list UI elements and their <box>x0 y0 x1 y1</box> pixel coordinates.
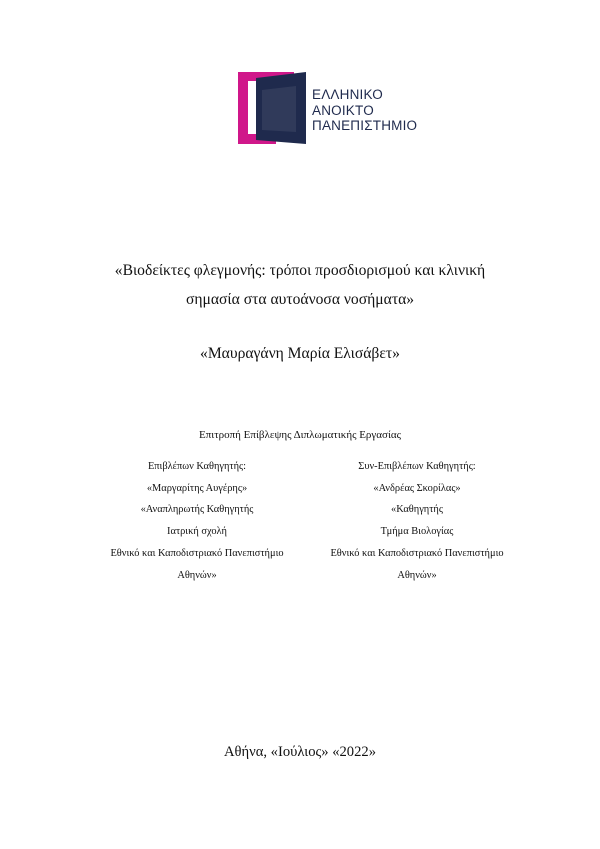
committee-heading: Επιτροπή Επίβλεψης Διπλωματικής Εργασίας <box>198 429 402 441</box>
supervisor-title: «Αναπληρωτής Καθηγητής <box>140 504 254 516</box>
supervisor-department: Ιατρική σχολή <box>167 526 227 538</box>
supervisor-role: Επιβλέπων Καθηγητής: <box>147 461 247 472</box>
co-supervisor-role: Συν-Επιβλέπων Καθηγητής: <box>358 461 476 472</box>
co-supervisor-city: Αθηνών» <box>397 569 437 581</box>
co-supervisor-department: Τμήμα Βιολογίας <box>380 526 454 538</box>
eap-emblem-icon <box>236 70 308 146</box>
thesis-title <box>60 256 540 314</box>
co-supervisor-university: Εθνικό και Καποδιστριακό Πανεπιστήμιο <box>330 547 504 559</box>
thesis-title-line-2: σημασία στα αυτοάνοσα νοσήματα» <box>185 291 415 308</box>
co-supervisor-block <box>297 456 537 586</box>
logo-line-3: ΠΑΝΕΠΙΣΤΗΜΙΟ <box>312 118 418 133</box>
co-supervisor-name: «Ανδρέας Σκορίλας» <box>373 482 461 494</box>
logo-line-2: ΑΝΟΙΚΤΟ <box>312 102 374 118</box>
logo-line-1: ΕΛΛΗΝΙΚΟ <box>312 87 383 102</box>
author-name: «Μαυραγάνη Μαρία Ελισάβετ» <box>200 345 400 362</box>
place-and-date: Αθήνα, «Ιούλιος» «2022» <box>223 744 376 760</box>
logo-wordmark <box>312 87 417 134</box>
university-logo <box>236 70 436 146</box>
supervisor-city: Αθηνών» <box>177 569 217 581</box>
supervisor-university: Εθνικό και Καποδιστριακό Πανεπιστήμιο <box>110 547 284 559</box>
supervisor-name: «Μαργαρίτης Αυγέρης» <box>146 482 248 494</box>
thesis-title-line-1: «Βιοδείκτες φλεγμονής: τρόποι προσδιορισμού και κλινική <box>114 262 486 279</box>
supervisor-block <box>77 456 317 586</box>
co-supervisor-title: «Καθηγητής <box>391 504 443 516</box>
